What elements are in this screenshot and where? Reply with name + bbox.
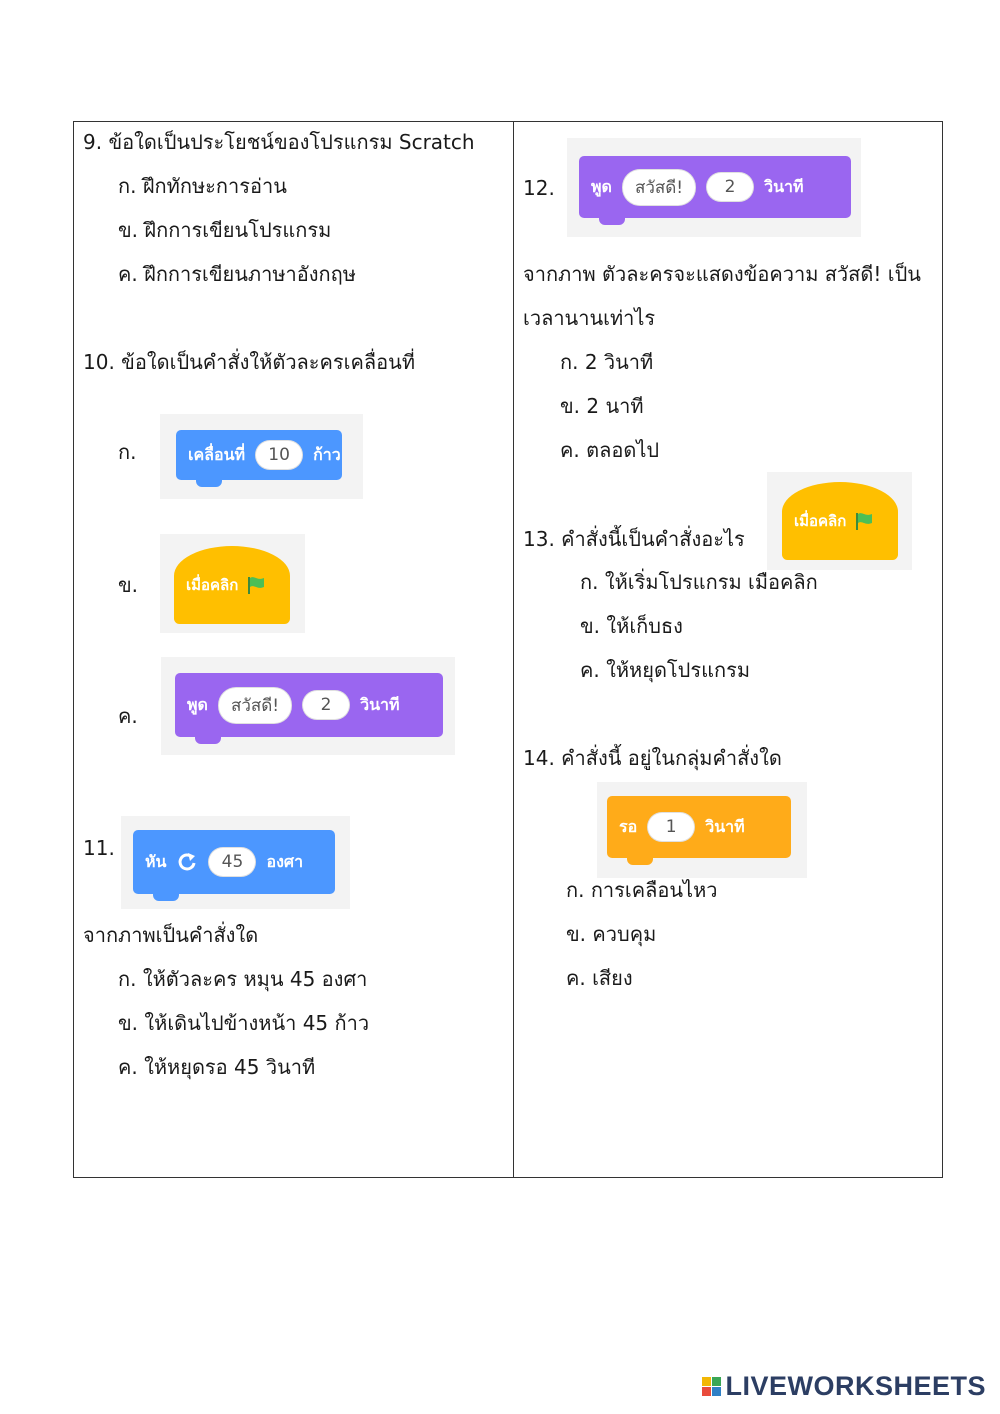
q14-wait-block-image: [597, 782, 807, 878]
say-for-secs-block: [579, 156, 851, 218]
q12-option-c: ค. ตลอดไป: [560, 438, 660, 462]
block-message: สวัสดี!: [218, 687, 292, 724]
q9-question: 9. ข้อใดเป็นประโยชน์ของโปรแกรม Scratch: [83, 130, 475, 154]
block-unit: องศา: [266, 851, 304, 871]
q12-option-a: ก. 2 วินาที: [560, 350, 654, 374]
q10-hat-block-image: [160, 534, 305, 633]
q11-question: จากภาพเป็นคำสั่งใด: [83, 923, 259, 947]
block-label: รอ: [619, 816, 638, 836]
block-tab: [196, 479, 222, 487]
block-value: 2: [706, 172, 754, 202]
q9-option-c: ค. ฝึกการเขียนภาษาอังกฤษ: [118, 262, 356, 286]
wait-secs-block: [607, 796, 791, 858]
say-for-secs-block: [175, 673, 443, 737]
q14-option-a: ก. การเคลือนไหว: [566, 878, 718, 902]
q10-label-b: ข.: [118, 573, 139, 597]
q11-option-b: ข. ให้เดินไปข้างหน้า 45 ก้าว: [118, 1011, 370, 1035]
q9-option-b: ข. ฝึกการเขียนโปรแกรม: [118, 218, 332, 242]
q14-question: 14. คำสั่งนี้ อยู่ในกลุ่มคำสั่งใด: [523, 746, 782, 770]
q10-say-block-image: [161, 657, 455, 755]
q14-option-c: ค. เสียง: [566, 966, 633, 990]
block-tab: [599, 217, 625, 225]
turn-degrees-block: [133, 830, 335, 894]
q13-option-c: ค. ให้หยุดโปรแกรม: [580, 658, 751, 682]
q12-number: 12.: [523, 176, 555, 200]
q13-option-a: ก. ให้เริ่มโปรแกรม เมือคลิก: [580, 570, 818, 594]
block-label: พูด: [187, 694, 208, 714]
block-unit: วินาที: [705, 816, 745, 836]
block-label: เคลื่อนที่: [188, 444, 246, 464]
block-label: พูด: [591, 176, 612, 196]
when-flag-clicked-block: [174, 546, 290, 624]
block-label: เมื่อคลิก: [794, 512, 847, 530]
block-message: สวัสดี!: [622, 169, 696, 206]
block-value: 2: [302, 690, 350, 720]
q11-number: 11.: [83, 836, 115, 860]
brand-name: LIVEWORKSHEETS: [725, 1371, 986, 1401]
move-steps-block: [176, 430, 342, 480]
block-tab: [627, 857, 653, 865]
q12-question-line1: จากภาพ ตัวละครจะแสดงข้อความ สวัสดี! เป็น: [523, 262, 921, 286]
q12-question-line2: เวลานานเท่าไร: [523, 306, 656, 330]
green-flag-icon: [854, 511, 874, 531]
q13-hat-block-image: [767, 472, 912, 570]
block-value: 45: [208, 847, 256, 877]
q13-option-b: ข. ให้เก็บธง: [580, 614, 683, 638]
block-label: หัน: [145, 851, 167, 871]
block-tab: [153, 893, 179, 901]
q10-label-c: ค.: [118, 704, 138, 728]
block-unit: วินาที: [360, 694, 400, 714]
q10-move-block-image: [160, 414, 363, 499]
when-flag-clicked-block: [782, 482, 898, 560]
green-flag-icon: [246, 575, 266, 595]
q12-say-block-image: [567, 138, 861, 237]
block-value: 1: [647, 812, 695, 842]
block-label: เมื่อคลิก: [186, 576, 239, 594]
block-value: 10: [255, 440, 303, 470]
q11-option-c: ค. ให้หยุดรอ 45 วินาที: [118, 1055, 316, 1079]
q12-option-b: ข. 2 นาที: [560, 394, 644, 418]
block-unit: วินาที: [764, 176, 804, 196]
column-divider: [513, 121, 514, 1178]
q14-option-b: ข. ควบคุม: [566, 922, 657, 946]
block-tab: [195, 736, 221, 744]
block-unit: ก้าว: [313, 444, 341, 464]
q13-question: 13. คำสั่งนี้เป็นคำสั่งอะไร: [523, 527, 745, 551]
q11-option-a: ก. ให้ตัวละคร หมุน 45 องศา: [118, 967, 368, 991]
rotate-right-icon: [176, 851, 198, 873]
logo-mark-icon: [702, 1377, 721, 1396]
liveworksheets-logo: [702, 1371, 986, 1402]
q9-option-a: ก. ฝึกทักษะการอ่าน: [118, 174, 287, 198]
q10-label-a: ก.: [118, 440, 137, 464]
q11-turn-block-image: [121, 816, 350, 909]
q10-question: 10. ข้อใดเป็นคำสั่งให้ตัวละครเคลื่อนที่: [83, 350, 416, 374]
